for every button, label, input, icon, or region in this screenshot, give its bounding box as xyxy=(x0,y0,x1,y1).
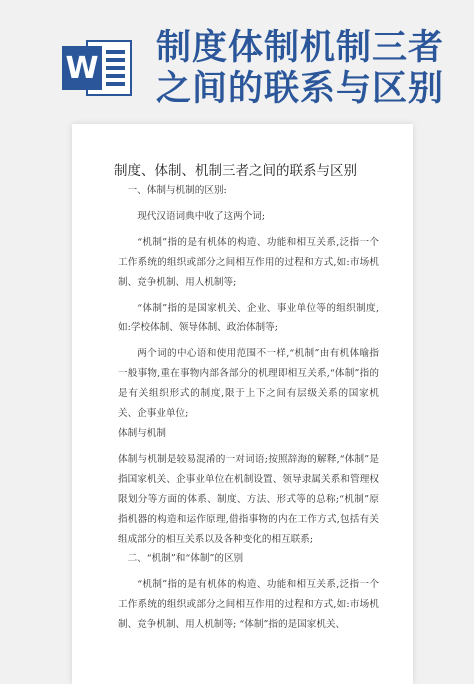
header-banner xyxy=(0,0,474,118)
section-heading-1: 一、体制与机制的区别: xyxy=(127,185,227,196)
subheading: 体制与机制 xyxy=(118,427,166,439)
paragraph-tizhi-jizhi: 体制与机制是较易混淆的一对词语;按照辞海的解释,“体制”是指国家机关、企事业单位在机制设置、领导隶属关系和管理权限划分等方面的体系、制度、方法、形式等的总称;“机制”原指机器的构造和运作原理,借指事物的内在工作方式,包括有关组成部分的相互关系以及各种变化的相互联系; xyxy=(118,453,379,545)
banner-title: 制度体制机制三者之间的联系与区别 xyxy=(156,28,445,109)
document-content xyxy=(72,124,413,635)
paragraph-difference: 两个词的中心语和使用范围不一样,“机制”由有机体喻指一般事物,重在事物内部各部分的机理即相互关系,“体制”指的是有关组织形式的制度,限于上下之间有层级关系的国家机关、企事业单位; xyxy=(118,348,379,420)
document-page xyxy=(72,124,413,684)
paragraph-section2: “机制”指的是有机体的构造、功能和相互关系,泛指一个工作系统的组织或部分之间相互作用的过程和方式,如:市场机制、竞争机制、用人机制等; “体制”指的是国家机关、 xyxy=(118,579,379,631)
document-title: 制度、体制、机制三者之间的联系与区别 xyxy=(114,163,357,179)
word-logo-badge: W xyxy=(62,46,102,90)
paragraph-tizhi: “体制”指的是国家机关、企业、事业单位等的组织制度,如:学校体制、领导体制、政治体制等; xyxy=(118,302,379,334)
paragraph-jizhi: “机制”指的是有机体的构造、功能和相互关系,泛指一个工作系统的组织或部分之间相互作用的过程和方式,如:市场机制、竞争机制、用人机制等; xyxy=(118,236,379,288)
paragraph-intro: 现代汉语词典中收了这两个词; xyxy=(137,210,266,222)
section-heading-2: 二、“机制”和“体制”的区别 xyxy=(127,553,244,565)
word-document-icon xyxy=(62,36,134,98)
